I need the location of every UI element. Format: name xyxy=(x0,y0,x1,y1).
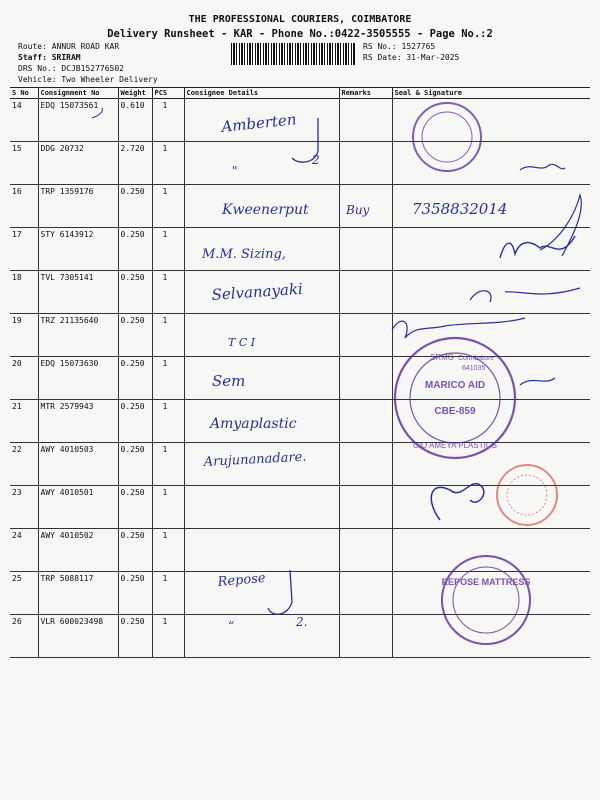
pcs-cell: 1 xyxy=(152,486,184,529)
consignment-cell: AWY 4010502 xyxy=(38,529,118,572)
weight-cell: 0.250 xyxy=(118,271,152,314)
consignment-cell: MTR 2579943 xyxy=(38,400,118,443)
stamp-text-3: C/O AMEYA PLASTICS xyxy=(413,441,497,450)
pcs-cell: 1 xyxy=(152,357,184,400)
sno-cell: 23 xyxy=(10,486,38,529)
stamp-text-6: 641035 xyxy=(462,365,486,372)
rs-date-text: RS Date: 31-Mar-2025 xyxy=(363,53,460,62)
col-consignee: Consignee Details xyxy=(184,88,339,99)
pcs-cell: 1 xyxy=(152,228,184,271)
repose-stamp xyxy=(442,556,531,644)
pcs-cell: 1 xyxy=(152,615,184,658)
sno-cell: 14 xyxy=(10,99,38,142)
consignment-cell: EDQ 15073561 xyxy=(38,99,118,142)
rs-no-text: RS No.: 1527765 xyxy=(363,42,436,51)
consignee-sign-17: M.M. Sizing, xyxy=(202,247,286,262)
signature-19 xyxy=(392,318,525,338)
weight-cell: 0.250 xyxy=(118,185,152,228)
consignment-cell: VLR 600023498 xyxy=(38,615,118,658)
pcs-cell: 1 xyxy=(152,529,184,572)
pcs-cell: 1 xyxy=(152,99,184,142)
weight-cell: 0.250 xyxy=(118,615,152,658)
col-seal: Seal & Signature xyxy=(392,88,590,99)
weight-cell: 0.250 xyxy=(118,228,152,271)
stamp-text-2: CBE-859 xyxy=(434,406,476,417)
sno-cell: 19 xyxy=(10,314,38,357)
signature-20 xyxy=(520,378,555,385)
pcs-cell: 1 xyxy=(152,142,184,185)
stamp-text-1: MARICO AID xyxy=(424,380,486,391)
pcs-cell: 1 xyxy=(152,572,184,615)
consignment-cell: DDG 20732 xyxy=(38,142,118,185)
stamp-text-5: Coimbatore xyxy=(458,355,495,362)
col-weight: Weight xyxy=(118,88,152,99)
consignment-cell: TRZ 21135640 xyxy=(38,314,118,357)
remark-16: Buy xyxy=(346,203,370,217)
staff-text: Staff: SRIRAM xyxy=(18,53,81,62)
consignment-cell: STY 6143912 xyxy=(38,228,118,271)
bracket-mark-2 xyxy=(268,570,292,614)
consignment-cell: TRP 1359176 xyxy=(38,185,118,228)
runsheet-subtitle: Delivery Runsheet - KAR - Phone No.:0422-3505555 - Page No.:2 xyxy=(107,28,493,40)
sno-cell: 18 xyxy=(10,271,38,314)
consignment-cell: AWY 4010501 xyxy=(38,486,118,529)
consignment-cell: TRP 5088117 xyxy=(38,572,118,615)
company-title: THE PROFESSIONAL COURIERS, COIMBATORE xyxy=(188,14,412,25)
consignee-sign-25: Repose xyxy=(217,570,267,590)
consignment-cell: EDQ 15073630 xyxy=(38,357,118,400)
consignee-sign-21: Amyaplastic xyxy=(210,416,297,432)
sno-cell: 17 xyxy=(10,228,38,271)
weight-cell: 0.250 xyxy=(118,314,152,357)
sno-cell: 15 xyxy=(10,142,38,185)
seal-stamp-1 xyxy=(413,103,481,171)
consignee-sign-14: Amberten xyxy=(220,110,298,136)
consignee-sign-22: Arujunanadare. xyxy=(203,449,307,470)
signature-15 xyxy=(520,164,565,170)
pcs-cell: 1 xyxy=(152,185,184,228)
signature-23 xyxy=(431,484,484,520)
weight-cell: 0.250 xyxy=(118,486,152,529)
ameya-stamp xyxy=(395,338,515,458)
two-mark: 2 xyxy=(312,153,320,167)
pcs-cell: 1 xyxy=(152,443,184,486)
weight-cell: 0.250 xyxy=(118,572,152,615)
consignee-sign-19: T C I xyxy=(228,336,256,349)
pcs-cell: 1 xyxy=(152,271,184,314)
sno-cell: 25 xyxy=(10,572,38,615)
col-pcs: PCS xyxy=(152,88,184,99)
weight-cell: 2.720 xyxy=(118,142,152,185)
stamp-text-4: SRMG xyxy=(430,353,454,362)
col-consignment: Consignment No xyxy=(38,88,118,99)
col-remarks: Remarks xyxy=(339,88,392,99)
weight-cell: 0.250 xyxy=(118,357,152,400)
phone-16: 7358832014 xyxy=(412,200,508,218)
weight-cell: 0.250 xyxy=(118,443,152,486)
col-sno: S No xyxy=(10,88,38,99)
sno-cell: 16 xyxy=(10,185,38,228)
sno-cell: 20 xyxy=(10,357,38,400)
ditto-26: “ xyxy=(228,619,235,633)
ditto-15: " xyxy=(232,164,238,178)
consignment-cell: AWY 4010503 xyxy=(38,443,118,486)
signature-18 xyxy=(470,288,580,302)
consignment-cell: TVL 7305141 xyxy=(38,271,118,314)
consignee-sign-18: Selvanayaki xyxy=(211,279,304,304)
route-text: Route: ANNUR ROAD KAR xyxy=(18,42,120,51)
consignee-sign-16: Kweenerput xyxy=(222,202,309,218)
consignee-sign-20: Sem xyxy=(212,372,246,390)
weight-cell: 0.250 xyxy=(118,400,152,443)
weight-cell: 0.610 xyxy=(118,99,152,142)
pcs-cell: 1 xyxy=(152,314,184,357)
tick-mark xyxy=(92,108,102,118)
sno-cell: 26 xyxy=(10,615,38,658)
two-mark-26: 2. xyxy=(296,615,308,629)
vehicle-text: Vehicle: Two Wheeler Delivery xyxy=(18,75,158,84)
sno-cell: 22 xyxy=(10,443,38,486)
repose-stamp-text: REPOSE MATTRESS xyxy=(441,577,531,587)
sno-cell: 24 xyxy=(10,529,38,572)
red-stamp xyxy=(497,465,557,525)
weight-cell: 0.250 xyxy=(118,529,152,572)
sno-cell: 21 xyxy=(10,400,38,443)
drs-text: DRS No.: DCJB152776502 xyxy=(18,64,124,73)
pcs-cell: 1 xyxy=(152,400,184,443)
signature-17 xyxy=(500,236,575,258)
